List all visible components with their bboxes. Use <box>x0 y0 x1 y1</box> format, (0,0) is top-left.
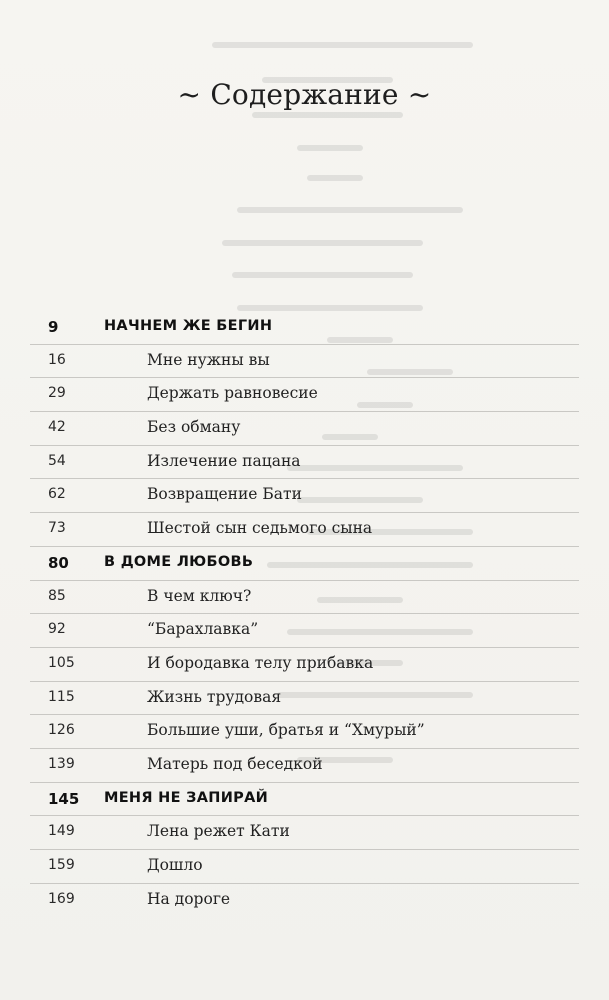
toc-chapter-title: Матерь под беседкой <box>147 754 323 773</box>
toc-part-title: МЕНЯ НЕ ЗАПИРАЙ <box>104 789 269 806</box>
toc-page-number: 85 <box>48 587 66 604</box>
toc-chapter-title: Без обману <box>147 418 241 437</box>
toc-page-number: 62 <box>48 486 66 503</box>
table-of-contents <box>0 311 609 916</box>
toc-row-chapter[interactable] <box>30 614 579 648</box>
toc-page-number: 105 <box>48 654 75 671</box>
toc-page-number: 42 <box>48 419 66 436</box>
toc-chapter-title: “Барахлавка” <box>147 620 259 639</box>
toc-page-number: 54 <box>48 452 66 469</box>
title-tilde-right: ~ <box>407 78 432 111</box>
toc-row-chapter[interactable] <box>30 682 579 716</box>
toc-chapter-title: В чем ключ? <box>147 586 252 605</box>
toc-page-number: 73 <box>48 520 66 537</box>
toc-page-number: 80 <box>48 553 69 572</box>
toc-row-chapter[interactable] <box>30 513 579 547</box>
toc-chapter-title: Лена режет Кати <box>147 822 290 841</box>
toc-chapter-title: Держать равновесие <box>147 384 318 403</box>
toc-page-number: 145 <box>48 789 80 808</box>
toc-row-chapter[interactable] <box>30 412 579 446</box>
page-title <box>0 78 609 111</box>
toc-row-part[interactable] <box>30 311 579 345</box>
toc-chapter-title: Большие уши, братья и “Хмурый” <box>147 721 425 740</box>
toc-page-number: 9 <box>48 318 59 336</box>
toc-row-chapter[interactable] <box>30 850 579 884</box>
toc-page-number: 159 <box>48 857 75 873</box>
toc-chapter-title: Дошло <box>147 856 203 874</box>
toc-chapter-title: Шестой сын седьмого сына <box>147 519 373 538</box>
toc-chapter-title: Жизнь трудовая <box>147 687 282 706</box>
toc-row-part[interactable] <box>30 783 579 817</box>
toc-page-number: 92 <box>48 621 66 638</box>
toc-row-chapter[interactable] <box>30 446 579 480</box>
toc-row-chapter[interactable] <box>30 378 579 412</box>
toc-page-number: 139 <box>48 755 75 772</box>
toc-row-part[interactable] <box>30 547 579 581</box>
toc-row-chapter[interactable] <box>30 479 579 513</box>
toc-page-number: 16 <box>48 351 66 368</box>
toc-part-title: НАЧНЕМ ЖЕ БЕГИН <box>104 318 273 334</box>
title-tilde-left: ~ <box>177 78 202 111</box>
toc-row-chapter[interactable] <box>30 749 579 783</box>
toc-page-number: 115 <box>48 688 75 705</box>
toc-page-number: 126 <box>48 722 75 739</box>
title-text: Содержание <box>210 78 399 111</box>
toc-page-number: 149 <box>48 823 75 840</box>
toc-row-chapter[interactable] <box>30 715 579 749</box>
toc-row-chapter[interactable] <box>30 816 579 850</box>
toc-row-chapter[interactable] <box>30 345 579 379</box>
toc-row-chapter[interactable] <box>30 884 579 917</box>
toc-page-number: 29 <box>48 385 66 402</box>
toc-chapter-title: И бородавка телу прибавка <box>147 653 374 672</box>
toc-page-number: 169 <box>48 890 75 907</box>
toc-chapter-title: Мне нужны вы <box>147 350 270 369</box>
toc-part-title: В ДОМЕ ЛЮБОВЬ <box>104 553 254 570</box>
toc-chapter-title: Излечение пацана <box>147 451 301 470</box>
toc-row-chapter[interactable] <box>30 581 579 615</box>
toc-chapter-title: На дороге <box>147 889 231 908</box>
toc-chapter-title: Возвращение Бати <box>147 485 302 504</box>
toc-row-chapter[interactable] <box>30 648 579 682</box>
